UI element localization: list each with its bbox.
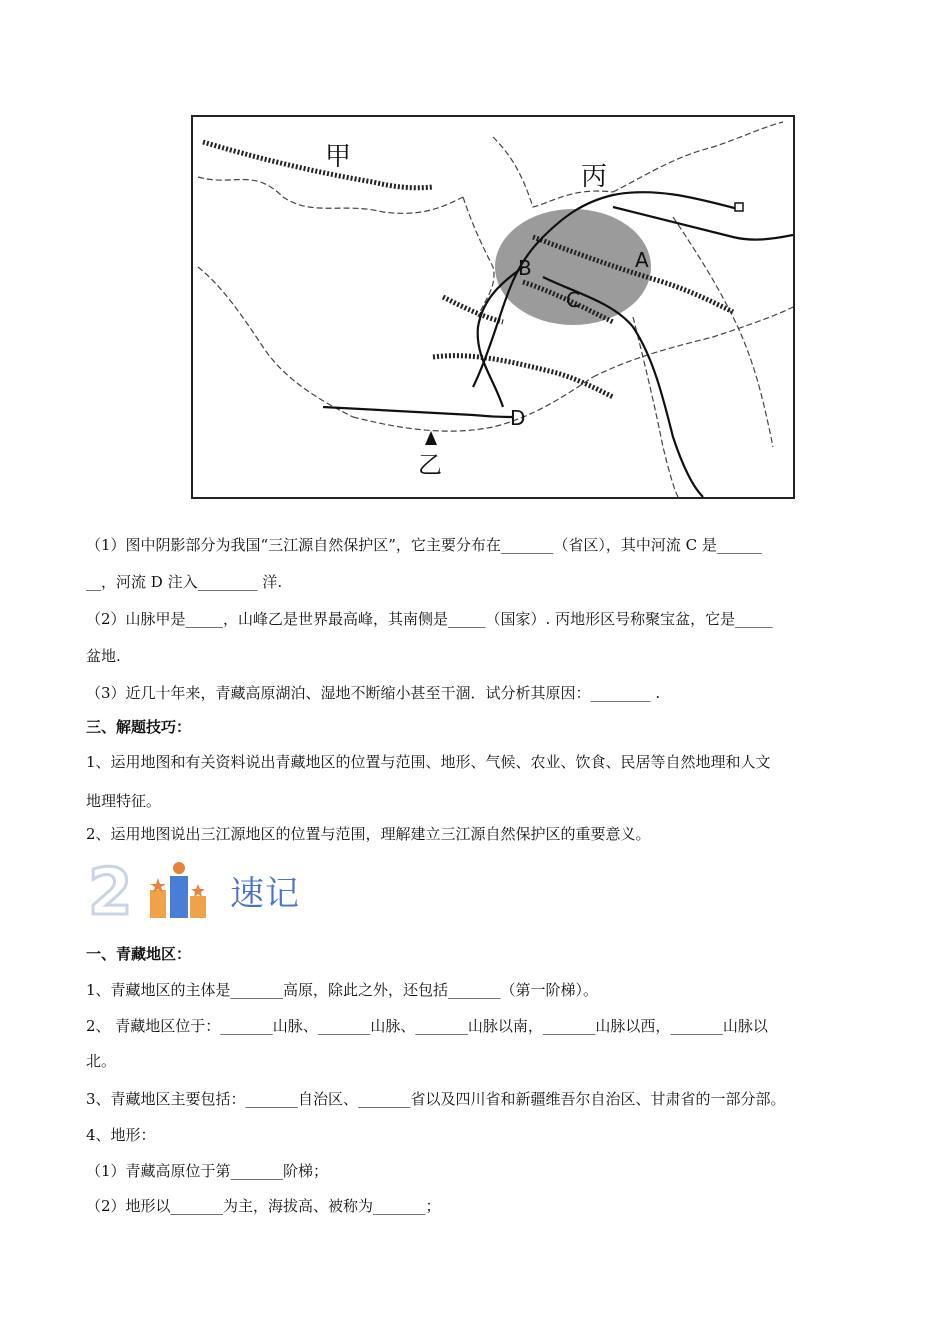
tibet-plateau-map [193,117,793,497]
label-a: A [635,248,649,272]
section-heading: 一、青藏地区： [86,945,192,963]
question-1-line-1: （1）图中阴影部分为我国“三江源自然保护区”，它主要分布在_______（省区），其中河流 C 是______ [86,536,762,554]
label-d: D [510,406,526,430]
tip-1-line-2: 地理特征。 [86,792,162,810]
label-c: C [566,288,580,312]
item-2-line-1: 2、 青藏地区位于：_______山脉、_______山脉、_______山脉以南，_______山脉以西，_______山脉以 [86,1017,768,1035]
podium-icon [86,856,226,922]
tip-1-line-1: 1、运用地图和有关资料说出青藏地区的位置与范围、地形、气候、农业、饮食、民居等自然地理和人文 [86,753,771,771]
province-boundaries [198,122,793,497]
river-yangtze-east [613,207,793,240]
label-jia: 甲 [325,142,352,172]
item-4-1: （1）青藏高原位于第_______阶梯； [86,1162,329,1180]
item-4: 4、地形： [86,1126,156,1144]
mountain-jia [203,142,433,188]
item-4-2: （2）地形以_______为主，海拔高、被称为_______； [86,1197,441,1215]
item-2-line-2: 北。 [86,1052,117,1070]
question-2-line-1: （2）山脉甲是_____，山峰乙是世界最高峰，其南侧是_____（国家）. 丙地形区号称聚宝盆，它是_____ [86,610,773,628]
banner-title: 速记 [230,874,300,914]
item-1: 1、青藏地区的主体是_______高原，除此之外，还包括_______（第一阶梯）。 [86,981,599,999]
label-b: B [518,256,532,280]
label-yi: 乙 [418,451,442,479]
river-d [323,407,513,417]
tip-2: 2、运用地图说出三江源地区的位置与范围，理解建立三江源自然保护区的重要意义。 [86,825,651,843]
mountain-ranges [203,142,733,397]
item-3: 3、青藏地区主要包括：_______自治区、_______省以及四川省和新疆维吾尔自治区、甘肃省的一部分部。 [86,1090,786,1108]
tips-heading: 三、解题技巧： [86,718,192,736]
banner-number: 2 [88,856,133,922]
label-bing: 丙 [581,162,608,192]
map-figure [191,115,795,499]
question-2-line-2: 盆地. [86,647,121,665]
question-3: （3）近几十年来，青藏高原湖泊、湿地不断缩小甚至干涸．试分析其原因：________ . [86,684,661,702]
question-1-line-2: __，河流 D 注入________ 洋. [86,573,283,591]
peak-yi-icon [425,431,437,445]
